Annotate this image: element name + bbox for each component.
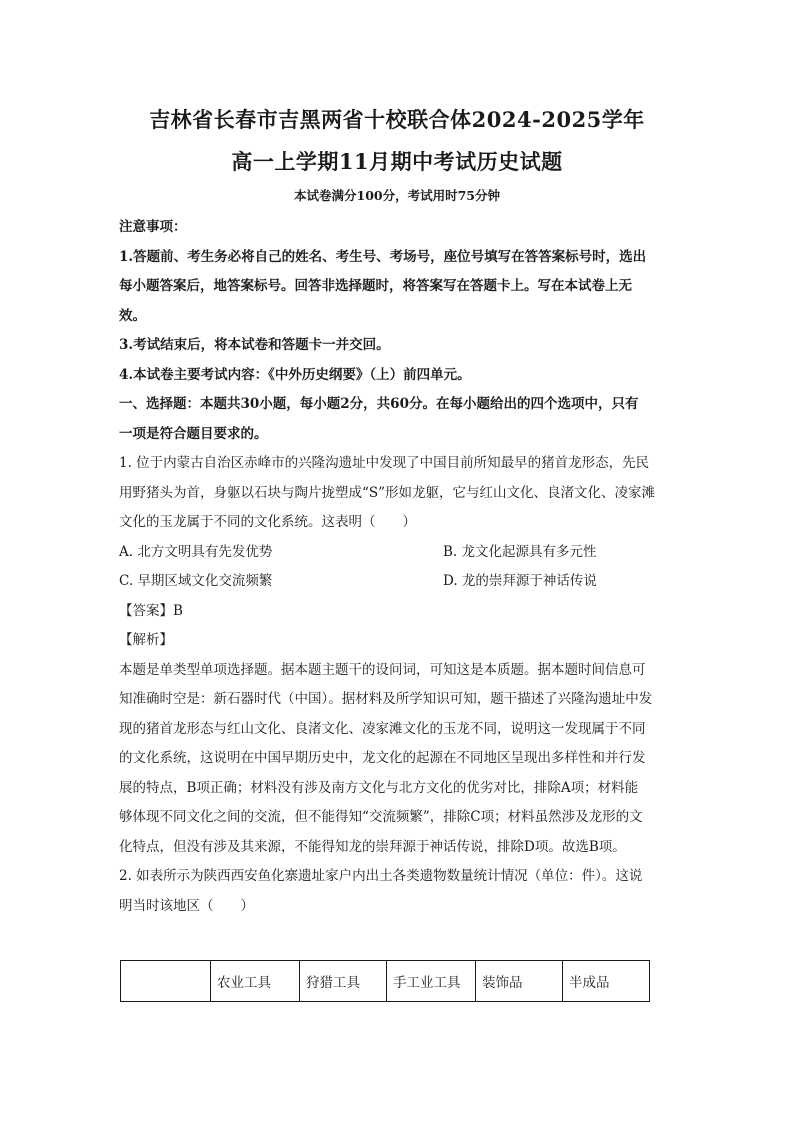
q1-option-c: C. 早期区域文化交流频繁	[119, 573, 273, 589]
notes-item-4: 4.本试卷主要考试内容：《中外历史纲要》（上）前四单元。	[119, 366, 471, 383]
q1-analysis-line3: 现的猪首龙形态与红山文化、良渚文化、凌家滩文化的玉龙不同，说明这一发现属于不同	[119, 720, 646, 737]
notes-heading: 注意事项：	[119, 219, 187, 235]
q1-analysis-line5: 展的特点，B项正确；材料没有涉及南方文化与北方文化的优劣对比，排除A项；材料能	[119, 779, 639, 796]
q1-option-b: B. 龙文化起源具有多元性	[443, 543, 597, 560]
table-header-cell: 狩猎工具	[300, 961, 387, 1002]
table-header-row	[121, 961, 650, 1002]
q1-options-row1	[119, 538, 675, 568]
q1-options-row2	[119, 567, 675, 597]
table-header-cell: 装饰品	[476, 961, 563, 1002]
notes-item-3: 3.考试结束后，将本试卷和答题卡一并交回。	[119, 337, 390, 353]
q1-stem-line1: 1. 位于内蒙古自治区赤峰市的兴隆沟遗址中发现了中国目前所知最早的猪首龙形态，先民	[119, 455, 650, 471]
table-header-cell: 半成品	[563, 961, 650, 1002]
q1-analysis-label: 【解析】	[119, 632, 173, 648]
q2-stem-line1: 2. 如表所示为陕西西安鱼化寨遗址家户内出土各类遗物数量统计情况（单位：件）。这说	[119, 868, 643, 884]
exam-title-line2: 高一上学期11月期中考试历史试题	[231, 149, 563, 174]
q1-option-a: A. 北方文明具有先发优势	[119, 543, 273, 560]
table-header-cell: 农业工具	[211, 961, 300, 1002]
q1-analysis-line1: 本题是单类型单项选择题。据本题主题干的设问词，可知这是本质题。据本题时间信息可	[119, 661, 646, 678]
exam-subtitle: 本试卷满分100分，考试用时75分钟	[294, 188, 500, 203]
section-heading-line1: 一、选择题：本题共30小题，每小题2分，共60分。在每小题给出的四个选项中，只有	[119, 396, 639, 412]
notes-item-1-line2: 每小题答案后，地答案标号。回答非选择题时，将答案写在答题卡上。写在本试卷上无	[119, 278, 632, 294]
q2-data-table	[120, 960, 650, 1002]
q1-option-d: D. 龙的崇拜源于神话传说	[443, 573, 597, 589]
notes-item-1-line1: 1.答题前、考生务必将自己的姓名、考生号、考场号，座位号填写在答答案标号时，选出	[119, 248, 647, 265]
table-header-cell	[121, 961, 211, 1002]
q1-analysis-line2: 知准确时空是：新石器时代（中国）。据材料及所学知识可知，题干描述了兴隆沟遗址中发	[119, 691, 653, 707]
q1-analysis-line4: 的文化系统，这说明在中国早期历史中，龙文化的起源在不同地区呈现出多样性和并行发	[119, 750, 646, 766]
notes-item-1-line3: 效。	[119, 307, 146, 324]
q2-stem-line2: 明当时该地区（ ）	[119, 897, 254, 914]
q1-stem-line3: 文化的玉龙属于不同的文化系统。这表明（ ）	[119, 514, 416, 530]
exam-content	[119, 213, 675, 921]
table-header-cell: 手工业工具	[387, 961, 476, 1002]
section-heading-line2: 一项是符合题目要求的。	[119, 425, 268, 442]
q1-analysis-line7: 化特点，但没有涉及其来源，不能得知龙的崇拜源于神话传说，排除D项。故选B项。	[119, 838, 626, 855]
q1-stem-line2: 用野猪头为首，身躯以石块与陶片拢塑成“S”形如龙躯，它与红山文化、良渚文化、凌家滩	[119, 484, 656, 501]
q1-analysis-line6: 够体现不同文化之间的交流，但不能得知“交流频繁”，排除C项；材料虽然涉及龙形的文	[119, 809, 643, 825]
exam-title-line1: 吉林省长春市吉黑两省十校联合体2024-2025学年	[149, 107, 645, 132]
q1-answer: 【答案】B	[119, 602, 183, 619]
